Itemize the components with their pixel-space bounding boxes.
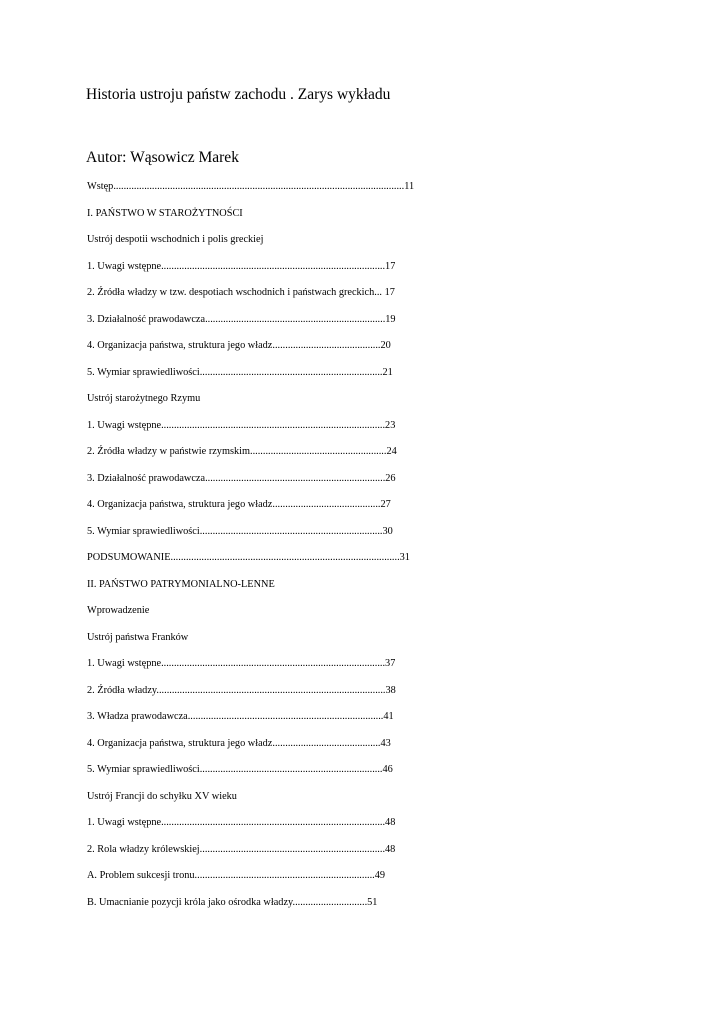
toc-entry-text: Ustrój państwa Franków bbox=[87, 631, 189, 643]
toc-leader-dots: ....................................................................................... bbox=[161, 260, 386, 272]
toc-entry bbox=[87, 285, 395, 301]
toc-entry bbox=[87, 259, 395, 275]
toc-page-number: 27 bbox=[380, 499, 391, 510]
toc-entry-text: 3. Władza prawodawcza bbox=[87, 711, 188, 722]
toc-page-number: 48 bbox=[385, 817, 396, 828]
toc-page-number: 17 bbox=[385, 260, 396, 272]
toc-leader-dots: ............................................................................ bbox=[187, 711, 384, 722]
toc-entry-text: 1. Uwagi wstępne bbox=[87, 260, 162, 272]
toc-leader-dots: ... bbox=[374, 287, 383, 298]
toc-leader-dots: .......................................... bbox=[272, 340, 381, 351]
toc-page-number: 17 bbox=[382, 287, 395, 298]
toc-entry bbox=[87, 497, 391, 513]
toc-entry-text: II. PAŃSTWO PATRYMONIALNO-LENNE bbox=[87, 578, 275, 590]
toc-leader-dots: ....................................................................... bbox=[199, 366, 383, 378]
toc-entry-text: 3. Działalność prawodawcza bbox=[87, 472, 206, 484]
toc-page-number: 31 bbox=[399, 552, 410, 563]
toc-heading bbox=[87, 577, 275, 593]
toc-heading bbox=[87, 206, 243, 222]
toc-page-number: 19 bbox=[385, 313, 396, 325]
toc-leader-dots: ....................................................................................... bbox=[161, 817, 386, 828]
toc-heading bbox=[87, 789, 237, 805]
document-title: Historia ustroju państw zachodu . Zarys wykładu bbox=[86, 86, 391, 103]
toc-entry bbox=[87, 709, 394, 725]
toc-heading bbox=[87, 391, 200, 407]
toc-entry-text: PODSUMOWANIE bbox=[87, 552, 171, 563]
toc-leader-dots: ............................. bbox=[292, 896, 368, 908]
toc-heading bbox=[87, 603, 149, 619]
toc-page-number: 30 bbox=[382, 525, 393, 537]
toc-leader-dots: ....................................................................................... bbox=[161, 658, 386, 669]
toc-entry-text: 5. Wymiar sprawiedliwości bbox=[87, 366, 200, 378]
toc-entry-text: 2. Rola władzy królewskiej bbox=[87, 843, 200, 855]
toc-page-number: 24 bbox=[386, 446, 397, 457]
toc-page-number: 11 bbox=[404, 181, 415, 192]
toc-heading bbox=[87, 630, 188, 646]
toc-entry-text: Ustrój Francji do schyłku XV wieku bbox=[87, 790, 237, 802]
toc-leader-dots: ....................................................................................... bbox=[161, 419, 386, 431]
toc-entry bbox=[87, 471, 396, 487]
toc-entry bbox=[87, 312, 396, 328]
toc-leader-dots: ....................................................................... bbox=[199, 525, 383, 537]
toc-entry bbox=[87, 524, 393, 540]
toc-entry-text: 2. Źródła władzy w państwie rzymskim bbox=[87, 446, 250, 457]
toc-page-number: 43 bbox=[380, 737, 391, 749]
toc-entry bbox=[87, 815, 395, 831]
toc-entry-text: 3. Działalność prawodawcza bbox=[87, 313, 206, 325]
toc-leader-dots: ................................................................................................................. bbox=[113, 181, 405, 192]
toc-entry-text: 2. Źródła władzy w tzw. despotiach wschodnich i państwach greckich bbox=[87, 287, 375, 298]
toc-page-number: 37 bbox=[385, 658, 396, 669]
toc-page-number: 49 bbox=[374, 870, 386, 881]
toc-entry-text: Wprowadzenie bbox=[87, 605, 150, 616]
toc-leader-dots: ......................................................................................... bbox=[156, 684, 386, 696]
toc-entry bbox=[87, 762, 393, 778]
document-author: Autor: Wąsowicz Marek bbox=[86, 149, 239, 166]
toc-entry bbox=[87, 179, 414, 195]
toc-entry-text: 2. Źródła władzy bbox=[87, 684, 157, 696]
toc-leader-dots: .......................................... bbox=[272, 737, 381, 749]
toc-entry bbox=[87, 895, 377, 911]
toc-entry-text: 4. Organizacja państwa, struktura jego władz bbox=[87, 737, 273, 749]
toc-entry bbox=[87, 365, 393, 381]
toc-page-number: 51 bbox=[367, 896, 378, 908]
toc-leader-dots: ........................................................................ bbox=[199, 843, 386, 855]
toc-page-number: 26 bbox=[385, 472, 396, 484]
toc-entry-text: 5. Wymiar sprawiedliwości bbox=[87, 764, 200, 775]
toc-leader-dots: ..................................................... bbox=[250, 446, 387, 457]
toc-leader-dots: .......................................... bbox=[272, 499, 381, 510]
toc-entry-text: Ustrój starożytnego Rzymu bbox=[87, 393, 201, 404]
toc-page-number: 41 bbox=[383, 711, 394, 722]
toc-entry bbox=[87, 444, 397, 460]
toc-entry bbox=[87, 736, 391, 752]
toc-entry bbox=[87, 868, 385, 884]
toc-entry-text: 1. Uwagi wstępne bbox=[87, 419, 162, 431]
toc-entry-text: 4. Organizacja państwa, struktura jego władz bbox=[87, 499, 273, 510]
toc-page-number: 48 bbox=[385, 843, 396, 855]
toc-entry-text: 1. Uwagi wstępne bbox=[87, 817, 162, 828]
toc-page-number: 38 bbox=[385, 684, 396, 696]
toc-leader-dots: ....................................................................... bbox=[199, 764, 383, 775]
toc-entry-text: Wstęp bbox=[87, 181, 114, 192]
toc-leader-dots: ...................................................................... bbox=[205, 472, 386, 484]
toc-page-number: 23 bbox=[385, 419, 396, 431]
toc-entry bbox=[87, 683, 396, 699]
toc-entry-text: I. PAŃSTWO W STAROŻYTNOŚCI bbox=[87, 207, 243, 219]
toc-leader-dots: ......................................................................................... bbox=[170, 552, 400, 563]
toc-entry bbox=[87, 418, 395, 434]
toc-leader-dots: ...................................................................... bbox=[205, 313, 386, 325]
toc-leader-dots: ...................................................................... bbox=[194, 870, 375, 881]
toc-page-number: 20 bbox=[380, 340, 391, 351]
toc-entry-text: 1. Uwagi wstępne bbox=[87, 658, 162, 669]
toc-entry bbox=[87, 550, 410, 566]
toc-entry-text: 5. Wymiar sprawiedliwości bbox=[87, 525, 200, 537]
toc-entry bbox=[87, 656, 395, 672]
toc-entry-text: 4. Organizacja państwa, struktura jego władz bbox=[87, 340, 273, 351]
toc-page-number: 46 bbox=[382, 764, 393, 775]
toc-page-number: 21 bbox=[382, 366, 393, 378]
toc-entry-text: Ustrój despotii wschodnich i polis greckiej bbox=[87, 234, 264, 245]
toc-entry bbox=[87, 842, 395, 858]
toc-entry bbox=[87, 338, 391, 354]
toc-heading bbox=[87, 232, 263, 248]
toc-entry-text: A. Problem sukcesji tronu bbox=[87, 870, 195, 881]
toc-entry-text: B. Umacnianie pozycji króla jako ośrodka władzy bbox=[87, 896, 293, 908]
